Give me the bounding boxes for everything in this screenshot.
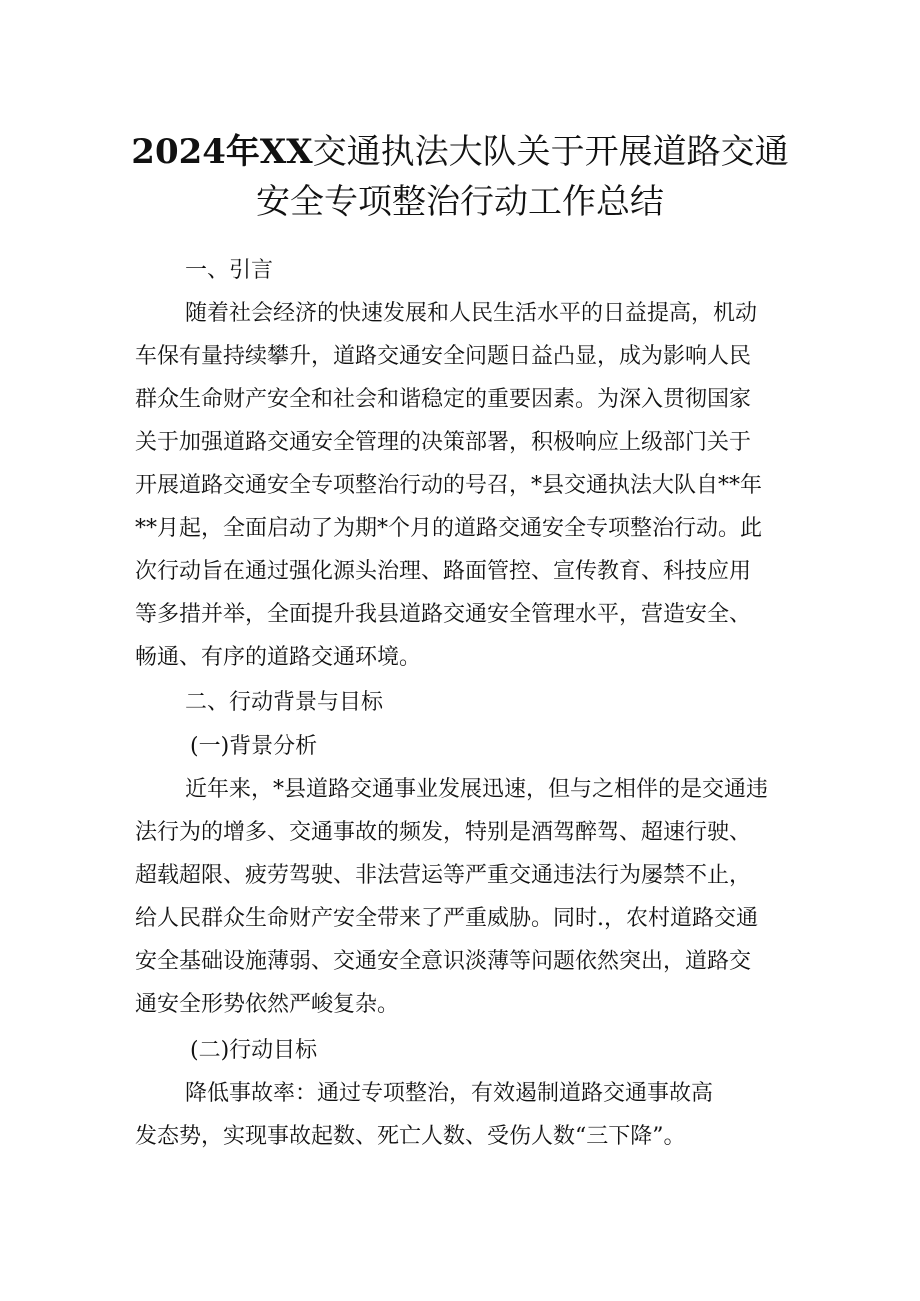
goal-line: 降低事故率：通过专项整治，有效遏制道路交通事故高 [185,1081,714,1106]
analysis-line: 近年来，*县道路交通事业发展迅速，但与之相伴的是交通违 [185,777,769,802]
goal-heading: (二)行动目标 [190,1038,318,1063]
document-title-line-1 [100,128,820,176]
intro-line: 关于加强道路交通安全管理的决策部署，积极响应上级部门关于 [135,430,752,455]
title-subject-part: 交通执法大队关于开展道路交通 [312,132,789,172]
intro-line: 车保有量持续攀升，道路交通安全问题日益凸显，成为影响人民 [135,344,752,369]
intro-line: 畅通、有序的道路交通环境。 [135,645,422,670]
document-title-line-2: 安全专项整治行动工作总结 [256,182,664,222]
analysis-line: 通安全形势依然严峻复杂。 [135,992,400,1017]
intro-line: 开展道路交通安全专项整治行动的号召，*县交通执法大队自**年 [135,473,763,498]
analysis-heading: (一)背景分析 [190,734,318,759]
analysis-line: 安全基础设施薄弱、交通安全意识淡薄等问题依然突出，道路交 [135,949,752,974]
intro-line: 等多措并举，全面提升我县道路交通安全管理水平，营造安全、 [135,602,752,627]
analysis-line: 给人民群众生命财产安全带来了严重威胁。同时.，农村道路交通 [135,906,758,931]
goal-line: 发态势，实现事故起数、死亡人数、受伤人数“三下降”。 [135,1124,686,1149]
intro-line: 群众生命财产安全和社会和谐稳定的重要因素。为深入贯彻国家 [135,387,752,412]
background-heading: 二、行动背景与目标 [185,690,384,715]
intro-line: 随着社会经济的快速发展和人民生活水平的日益提高，机动 [185,301,758,326]
analysis-line: 法行为的增多、交通事故的频发，特别是酒驾醉驾、超速行驶、 [135,820,752,845]
intro-line: 次行动旨在通过强化源头治理、路面管控、宣传教育、科技应用 [135,559,752,584]
intro-line: **月起，全面启动了为期*个月的道路交通安全专项整治行动。此 [135,516,763,541]
intro-heading: 一、引言 [185,258,274,283]
title-year-part: 2024年XX [131,132,313,172]
analysis-line: 超载超限、疲劳驾驶、非法营运等严重交通违法行为屡禁不止， [135,863,752,888]
